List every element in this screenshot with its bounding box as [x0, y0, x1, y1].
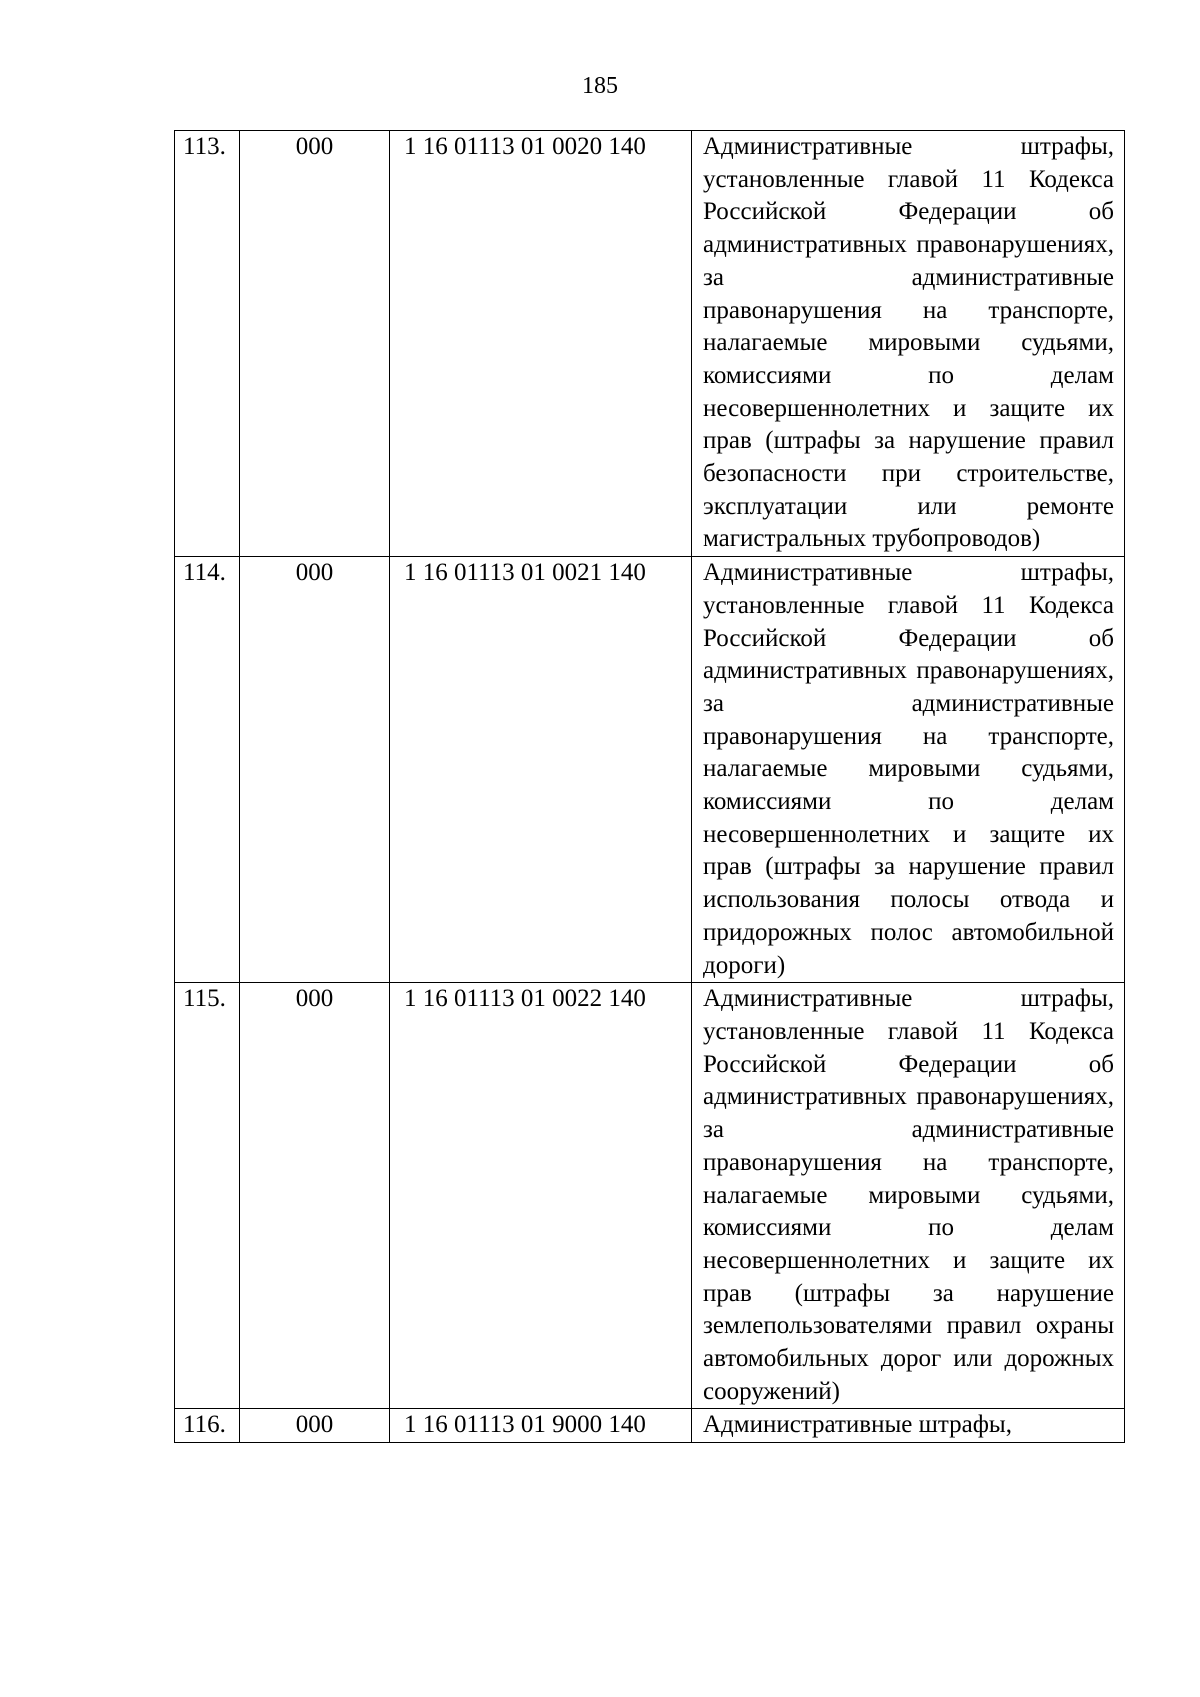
- administrator-code: 000: [240, 983, 390, 1409]
- administrator-code: 000: [240, 1409, 390, 1443]
- row-number: 116.: [175, 1409, 240, 1443]
- budget-classification-code: 1 16 01113 01 0021 140: [390, 557, 692, 983]
- income-description: Административные штрафы,: [692, 1409, 1125, 1443]
- administrator-code: 000: [240, 131, 390, 557]
- page-number: 185: [582, 73, 618, 99]
- income-description: Административные штрафы, установленные главой 11 Кодекса Российской Федерации об административных правонарушениях, за административные правонарушения на транспорте, налагаемые мировыми судьями, комиссиями по делам несовершеннолетних и защите их прав (штрафы за нарушение землепользователями правил охраны автомобильных дорог или дорожных сооружений): [692, 983, 1125, 1409]
- budget-code-table: [174, 130, 1125, 1443]
- table-row: [175, 131, 1125, 557]
- row-number: 114.: [175, 557, 240, 983]
- budget-classification-code: 1 16 01113 01 9000 140: [390, 1409, 692, 1443]
- budget-classification-code: 1 16 01113 01 0020 140: [390, 131, 692, 557]
- table-row: [175, 983, 1125, 1409]
- row-number: 113.: [175, 131, 240, 557]
- table-row: [175, 1409, 1125, 1443]
- income-description: Административные штрафы, установленные главой 11 Кодекса Российской Федерации об административных правонарушениях, за административные правонарушения на транспорте, налагаемые мировыми судьями, комиссиями по делам несовершеннолетних и защите их прав (штрафы за нарушение правил использования полосы отвода и придорожных полос автомобильной дороги): [692, 557, 1125, 983]
- budget-classification-code: 1 16 01113 01 0022 140: [390, 983, 692, 1409]
- administrator-code: 000: [240, 557, 390, 983]
- row-number: 115.: [175, 983, 240, 1409]
- income-description: Административные штрафы, установленные главой 11 Кодекса Российской Федерации об административных правонарушениях, за административные правонарушения на транспорте, налагаемые мировыми судьями, комиссиями по делам несовершеннолетних и защите их прав (штрафы за нарушение правил безопасности при строительстве, эксплуатации или ремонте магистральных трубопроводов): [692, 131, 1125, 557]
- table-row: [175, 557, 1125, 983]
